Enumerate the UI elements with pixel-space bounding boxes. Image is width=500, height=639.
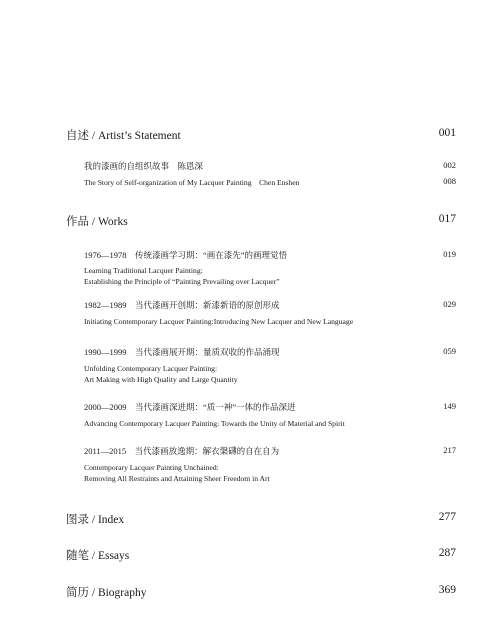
toc-entry-page: 217 (443, 445, 456, 455)
toc-entry-page: 008 (443, 176, 456, 186)
toc-entry-page: 059 (443, 346, 456, 356)
toc-entry-cn: 2011—2015 当代漆画放逸期：解衣槃礴的自在自为 (84, 446, 280, 456)
toc-entry-en-line: Advancing Contemporary Lacquer Painting: Towards the Unity of Material and Spirit (84, 419, 345, 428)
toc-section-title: 图录 / Index (66, 514, 125, 526)
toc-entry-cn: 我的漆画的自组织故事 陈恩深 (84, 161, 204, 171)
toc-entry-cn: 2000—2009 当代漆画深进期：“质一神”一体的作品深进 (84, 402, 296, 412)
toc-entry-en-line: Unfolding Contemporary Lacquer Painting: (84, 364, 218, 373)
toc-section-page: 001 (438, 127, 456, 139)
toc-section-title: 作品 / Works (66, 216, 128, 228)
toc-entry-en (84, 419, 414, 430)
toc-section-page: 369 (438, 584, 456, 596)
toc-entry-en (84, 317, 414, 328)
toc-entry-page: 029 (443, 299, 456, 309)
toc-entry-en-line: Establishing the Principle of “Painting Prevailing over Lacquer” (84, 276, 280, 286)
toc-entry-en-line: Learning Traditional Lacquer Painting: (84, 266, 203, 275)
toc-section-page: 017 (438, 213, 456, 225)
toc-entry-en-line: Initiating Contemporary Lacquer Painting:Introducing New Lacquer and New Language (84, 317, 354, 326)
toc-entry-en (84, 266, 414, 287)
toc-entry-page: 002 (443, 160, 456, 170)
toc-section-title: 简历 / Biography (66, 587, 147, 599)
toc-entry-cn: 1976—1978 传统漆画学习期：“画在漆先”的画理觉悟 (84, 250, 288, 260)
toc-entry-cn: 1990—1999 当代漆画展开期：量质双收的作品涌现 (84, 347, 280, 357)
toc-entry-en: The Story of Self-organization of My Lacquer Painting Chen Enshen (84, 178, 300, 187)
toc-entry-cn: 1982—1989 当代漆画开创期：新漆新语的原创形成 (84, 300, 280, 310)
toc-entry-en-line: Removing All Restraints and Attaining Sheer Freedom in Art (84, 473, 270, 483)
toc-section-title: 自述 / Artist’s Statement (66, 130, 181, 142)
toc-section-page: 277 (438, 511, 456, 523)
toc-entry-en-line: Art Making with High Quality and Large Quantity (84, 374, 238, 384)
toc-entry-page: 149 (443, 401, 456, 411)
toc-section-page: 287 (438, 547, 456, 559)
toc-entry-en-line: Contemporary Lacquer Painting Unchained: (84, 463, 219, 472)
toc-entry-en (84, 364, 414, 385)
toc-entry-en (84, 463, 414, 484)
toc-entry-page: 019 (443, 249, 456, 259)
toc-section-title: 随笔 / Essays (66, 550, 130, 562)
